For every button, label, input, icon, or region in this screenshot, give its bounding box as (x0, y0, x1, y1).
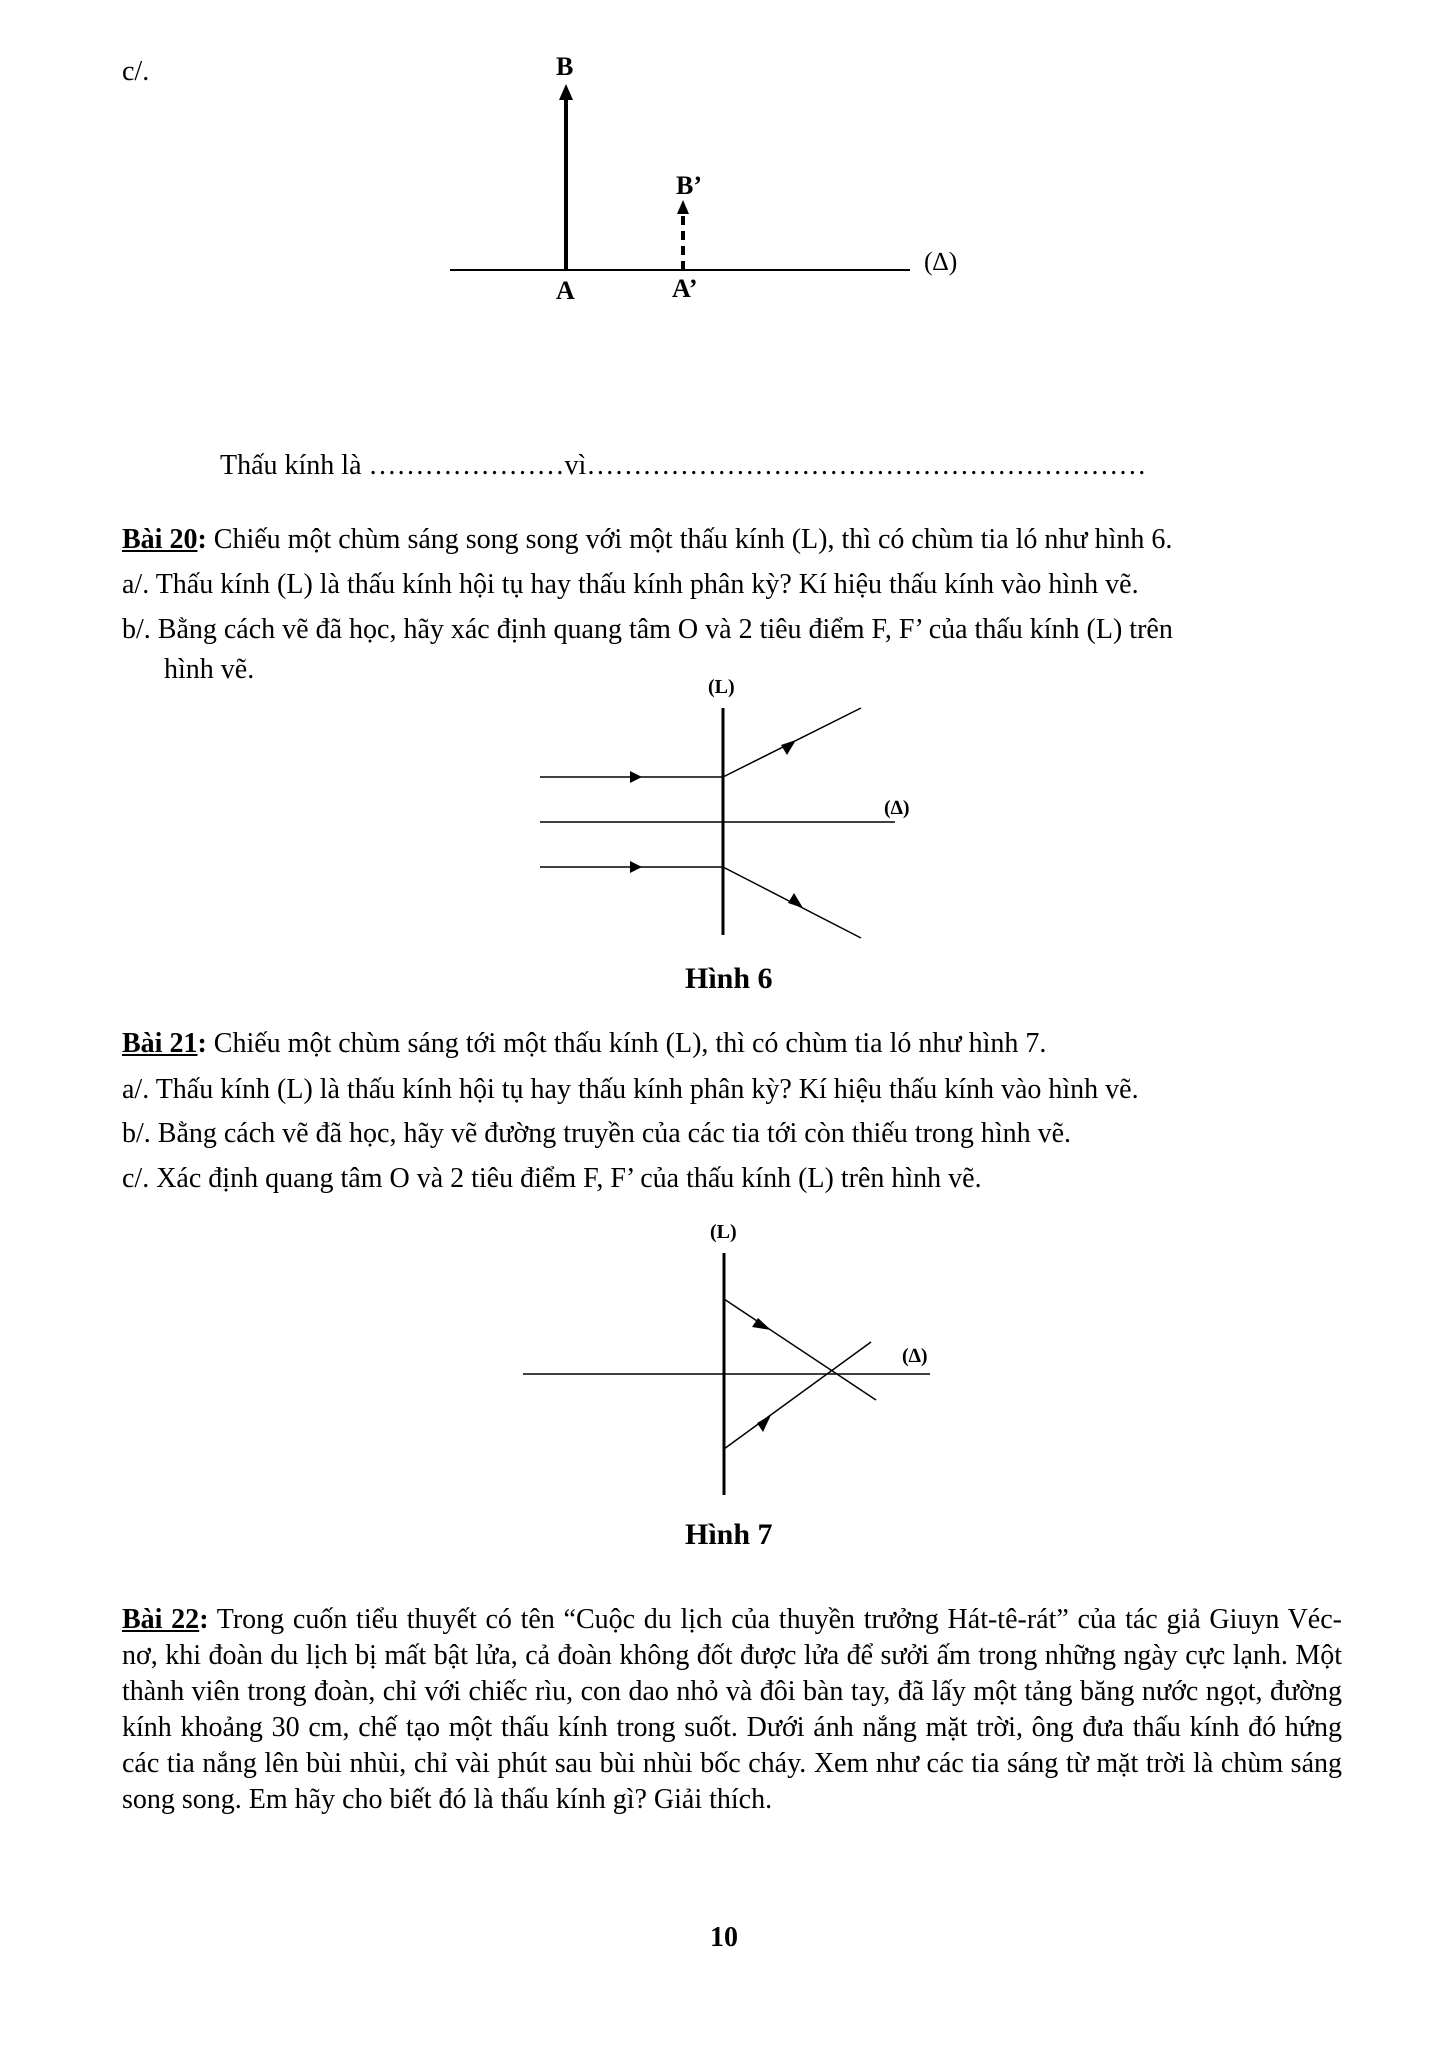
label-A-prime: A’ (672, 274, 698, 303)
fig7-axis-label: (∆) (902, 1345, 928, 1367)
fig7-ray-bottom-out (724, 1342, 871, 1449)
label-axis: (∆) (924, 247, 958, 276)
bai22-title: Bài 22 (122, 1604, 200, 1635)
fill-prefix: Thấu kính là (220, 450, 362, 481)
bai22-text: Trong cuốn tiểu thuyết có tên “Cuộc du lịch của thuyền trưởng Hát-tê-rát” của tác giả Giuyn Véc-nơ, khi đoàn du lịch bị mất bật lửa, cả đoàn không đốt được lửa để sưởi ấm trong những ngày cực lạnh. Một thành viên trong đoàn, chỉ với chiếc rìu, con dao nhỏ và đôi bàn tay, đã lấy một tảng băng nước ngọt, đường kính khoảng 30 cm, chế tạo một thấu kính trong suốt. Dưới ánh nắng mặt trời, ông đưa thấu kính đó hứng các tia nắng lên bùi nhùi, chỉ vài phút sau bùi nhùi bốc cháy. Xem như các tia sáng từ mặt trời là chùm sáng song song. Em hãy cho biết đó là thấu kính gì? Giải thích. (122, 1604, 1342, 1815)
bai20-question-b: b/. Bằng cách vẽ đã học, hãy xác định quang tâm O và 2 tiêu điểm F, F’ của thấu kính (L) trên (122, 614, 1173, 645)
bai21-question-b: b/. Bằng cách vẽ đã học, hãy vẽ đường truyền của các tia tới còn thiếu trong hình vẽ. (122, 1118, 1072, 1149)
fig6-lens-label: (L) (708, 676, 735, 698)
bai21-question-c: c/. Xác định quang tâm O và 2 tiêu điểm F, F’ của thấu kính (L) trên hình vẽ. (122, 1163, 982, 1194)
fill-dots-1: ………………… (368, 450, 565, 481)
fig7-arrow-bottom-out (757, 1415, 771, 1432)
fig6-caption: Hình 6 (685, 962, 773, 995)
bai20-intro: Bài 20: Chiếu một chùm sáng song song với một thấu kính (L), thì có chùm tia ló như hình 6. (122, 524, 1173, 555)
item-c-label: c/. (122, 56, 150, 87)
bai21-intro-text: Chiếu một chùm sáng tới một thấu kính (L), thì có chùm tia ló như hình 7. (213, 1028, 1047, 1059)
label-B-prime: B’ (676, 171, 702, 200)
label-A: A (556, 276, 575, 305)
bai21-title: Bài 21 (122, 1028, 198, 1059)
bai20-question-b-cont: hình vẽ. (164, 654, 255, 685)
bai20-title: Bài 20 (122, 524, 198, 555)
fig7-caption: Hình 7 (685, 1518, 773, 1551)
label-B: B (556, 52, 574, 81)
bai21-question-a: a/. Thấu kính (L) là thấu kính hội tụ hay thấu kính phân kỳ? Kí hiệu thấu kính vào hình vẽ. (122, 1074, 1139, 1105)
bai22-paragraph: Bài 22: Trong cuốn tiểu thuyết có tên “Cuộc du lịch của thuyền trưởng Hát-tê-rát” của tác giả Giuyn Véc-nơ, khi đoàn du lịch bị mất bật lửa, cả đoàn không đốt được lửa để sưởi ấm trong những ngày cực lạnh. Một thành viên trong đoàn, chỉ với chiếc rìu, con dao nhỏ và đôi bàn tay, đã lấy một tảng băng nước ngọt, đường kính khoảng 30 cm, chế tạo một thấu kính trong suốt. Dưới ánh nắng mặt trời, ông đưa thấu kính đó hứng các tia nắng lên bùi nhùi, chỉ vài phút sau bùi nhùi bốc cháy. Xem như các tia sáng từ mặt trời là chùm sáng song song. Em hãy cho biết đó là thấu kính gì? Giải thích. (122, 1604, 1342, 1815)
fig6-axis-label: (∆) (884, 797, 910, 819)
bai21-intro: Bài 21: Chiếu một chùm sáng tới một thấu kính (L), thì có chùm tia ló như hình 7. (122, 1028, 1047, 1059)
bai20-intro-text: Chiếu một chùm sáng song song với một thấu kính (L), thì có chùm tia ló như hình 6. (213, 524, 1173, 555)
fill-mid: vì (564, 450, 587, 481)
bai20-question-a: a/. Thấu kính (L) là thấu kính hội tụ hay thấu kính phân kỳ? Kí hiệu thấu kính vào hình vẽ. (122, 569, 1139, 600)
page-number: 10 (710, 1922, 738, 1953)
fill-dots-2: …………………………………………………… (586, 450, 1147, 481)
fig7-ray-top-out (724, 1299, 876, 1400)
fig7-lens-label: (L) (710, 1221, 737, 1243)
